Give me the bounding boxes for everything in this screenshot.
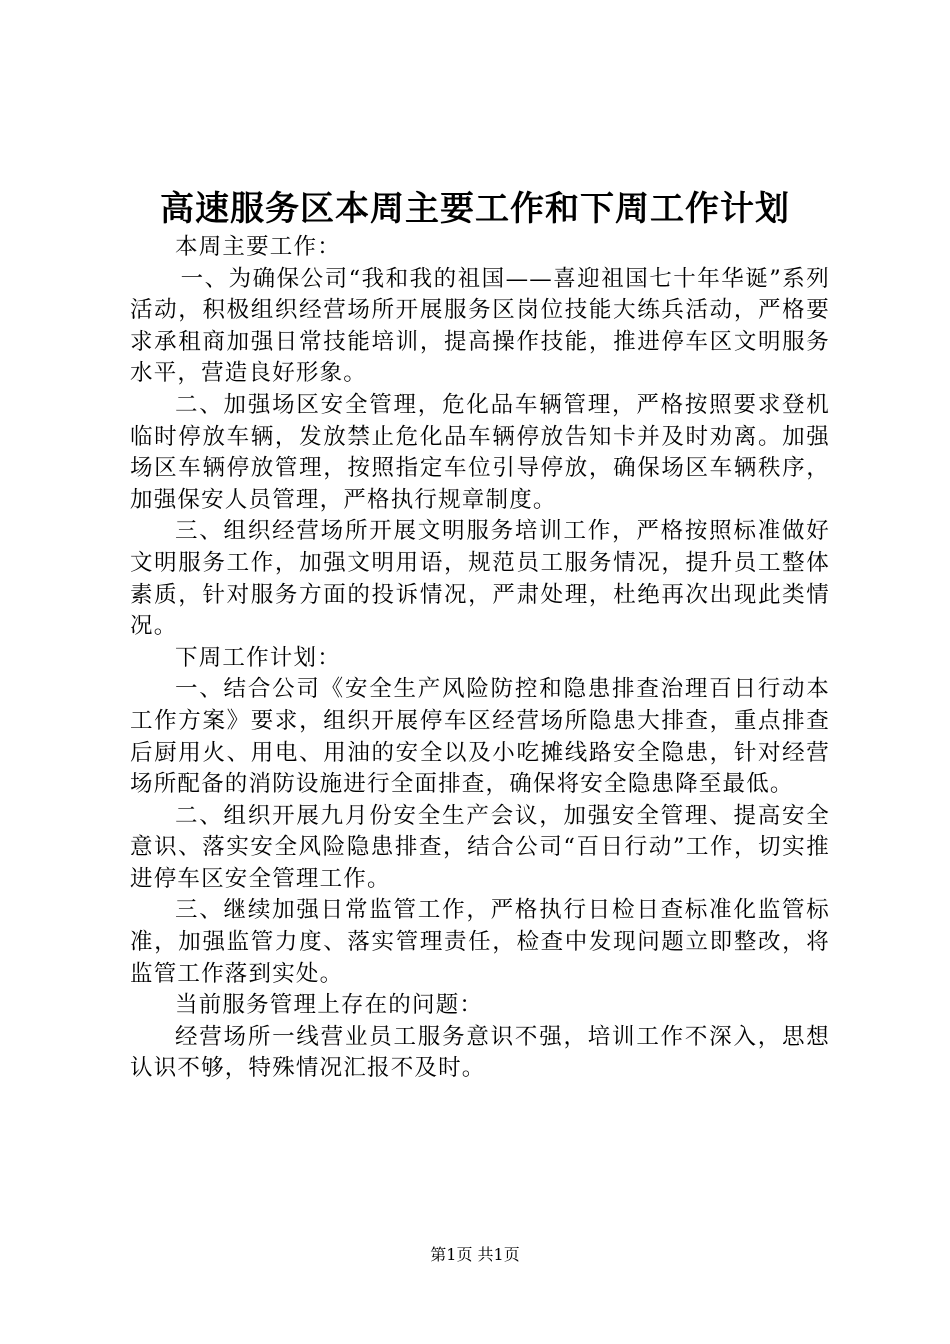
- section-heading-issues: 当前服务管理上存在的问题：: [175, 992, 484, 1019]
- paragraph-this-week-2: 二、加强场区安全管理，危化品车辆管理，严格按照要求登机临时停放车辆，发放禁止危化品车辆停放告知卡并及时劝离。加强场区车辆停放管理，按照指定车位引导停放，确保场区车辆秩序，加强保安人员管理，严格执行规章制度。: [130, 391, 830, 513]
- paragraph-this-week-3: 三、组织经营场所开展文明服务培训工作，严格按照标准做好文明服务工作，加强文明用语，规范员工服务情况，提升员工整体素质，针对服务方面的投诉情况，严肃处理，杜绝再次出现此类情况。: [130, 518, 830, 640]
- paragraph-this-week-1: 一、为确保公司“我和我的祖国——喜迎祖国七十年华诞”系列活动，积极组织经营场所开展服务区岗位技能大练兵活动，严格要求承租商加强日常技能培训，提高操作技能，推进停车区文明服务水平，营造良好形象。: [130, 265, 830, 387]
- paragraph-next-week-1: 一、结合公司《安全生产风险防控和隐患排查治理百日行动本工作方案》要求，组织开展停车区经营场所隐患大排查，重点排查后厨用火、用电、用油的安全以及小吃摊线路安全隐患，针对经营场所配备的消防设施进行全面排查，确保将安全隐患降至最低。: [130, 676, 830, 798]
- document-body: [130, 232, 830, 1085]
- paragraph-issues-1: 经营场所一线营业员工服务意识不强，培训工作不深入，思想认识不够，特殊情况汇报不及时。: [130, 1023, 830, 1082]
- document-title: 高速服务区本周主要工作和下周工作计划: [160, 189, 790, 229]
- paragraph-next-week-2: 二、组织开展九月份安全生产会议，加强安全管理、提高安全意识、落实安全风险隐患排查，结合公司“百日行动”工作，切实推进停车区安全管理工作。: [130, 802, 830, 892]
- section-heading-this-week: 本周主要工作：: [175, 234, 341, 260]
- page-number-footer: 第1页 共1页: [430, 1245, 520, 1264]
- paragraph-next-week-3: 三、继续加强日常监管工作，严格执行日检日查标准化监管标准，加强监管力度、落实管理责任，检查中发现问题立即整改，将监管工作落到实处。: [130, 897, 830, 987]
- section-heading-next-week: 下周工作计划：: [175, 644, 341, 671]
